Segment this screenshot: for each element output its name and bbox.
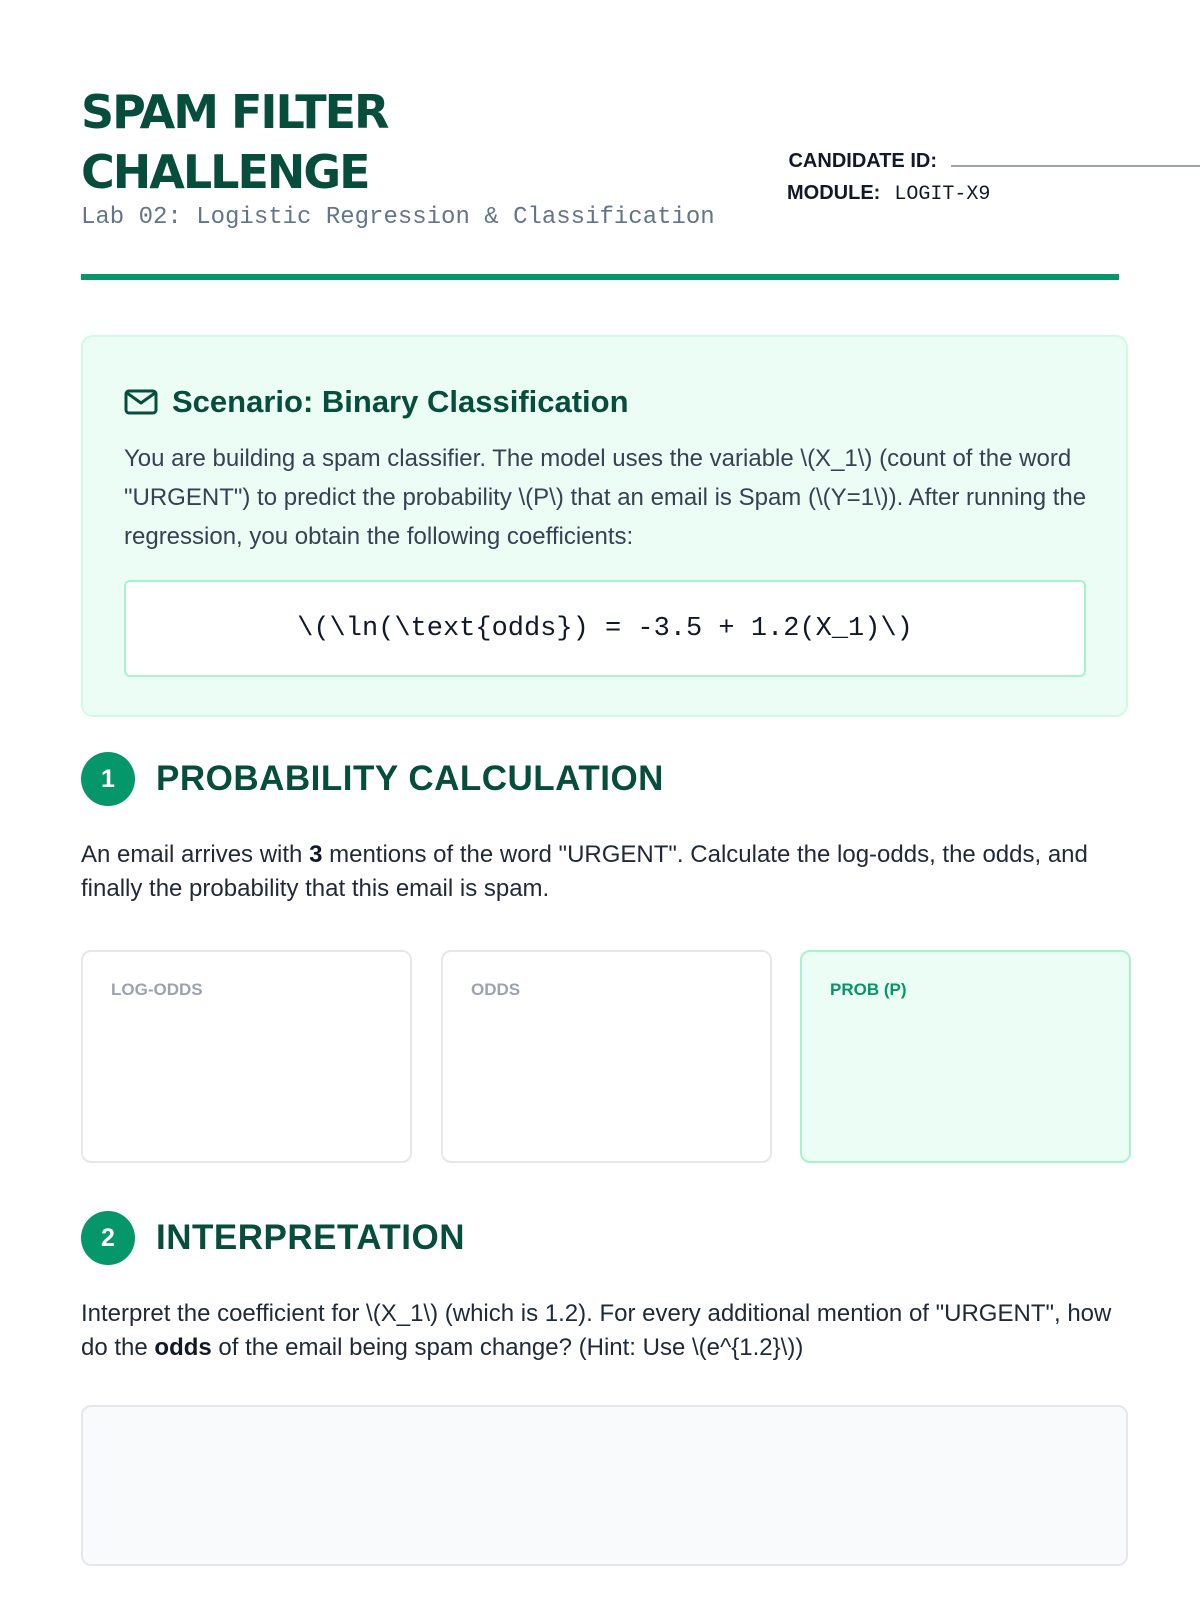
scenario-card: [81, 335, 1128, 717]
section-2-prompt-part: Interpret the coefficient for \(X_1\) (which is 1.2). For every additional mention of "URGENT", how do the: [81, 1300, 1112, 1361]
section-2-header: [81, 1211, 465, 1265]
section-2-prompt-part: of the email being spam change? (Hint: Use \(e^{1.2}\)): [211, 1334, 804, 1361]
section-2-title: INTERPRETATION: [156, 1218, 466, 1257]
page-title: SPAM FILTER CHALLENGE: [81, 85, 388, 199]
odds-answer-box[interactable]: [441, 950, 772, 1163]
scenario-text: You are building a spam classifier. The model uses the variable \(X_1\) (count of the word "URGENT") to predict the probability \(P\) that an email is Spam (\(Y=1\)). After running the regression, you obtain the following coefficients:: [124, 445, 1087, 550]
module-label: MODULE:: [787, 182, 881, 204]
section-2-number-badge: 2: [81, 1211, 135, 1265]
module-row: [706, 180, 1200, 206]
section-1-header: [81, 752, 664, 806]
interpretation-answer-area[interactable]: [81, 1405, 1128, 1566]
page-subtitle: Lab 02: Logistic Regression & Classification: [81, 204, 715, 231]
probability-label: PROB (P): [830, 980, 907, 999]
module-value: LOGIT-X9: [894, 183, 991, 206]
section-1-prompt-part: An email arrives with: [81, 841, 310, 868]
section-1-prompt-bold: 3: [309, 841, 323, 868]
probability-answer-box[interactable]: [800, 950, 1131, 1163]
section-1-title: PROBABILITY CALCULATION: [156, 759, 664, 798]
candidate-meta: [706, 148, 1200, 206]
section-1-prompt: [81, 838, 1131, 906]
section-2-prompt-bold: odds: [154, 1334, 212, 1361]
header: [81, 0, 1119, 283]
odds-label: ODDS: [471, 980, 521, 999]
mail-icon: [124, 388, 158, 416]
log-odds-label: LOG-ODDS: [111, 980, 203, 999]
section-1-number-badge: 1: [81, 752, 135, 806]
candidate-id-row: [706, 148, 1200, 174]
regression-formula: \(\ln(\text{odds}) = -3.5 + 1.2(X_1)\): [297, 613, 913, 644]
candidate-id-field[interactable]: [951, 165, 1200, 167]
log-odds-answer-box[interactable]: [81, 950, 412, 1163]
candidate-id-label: CANDIDATE ID:: [788, 150, 937, 172]
section-1-prompt-part: mentions of the word "URGENT". Calculate the log-odds, the odds, and finally the probability that this email is spam.: [81, 841, 1088, 902]
formula-box: [124, 580, 1086, 677]
header-divider: [81, 274, 1119, 280]
section-2-prompt: [81, 1297, 1131, 1365]
scenario-header: [124, 384, 629, 420]
scenario-title: Scenario: Binary Classification: [172, 384, 629, 419]
